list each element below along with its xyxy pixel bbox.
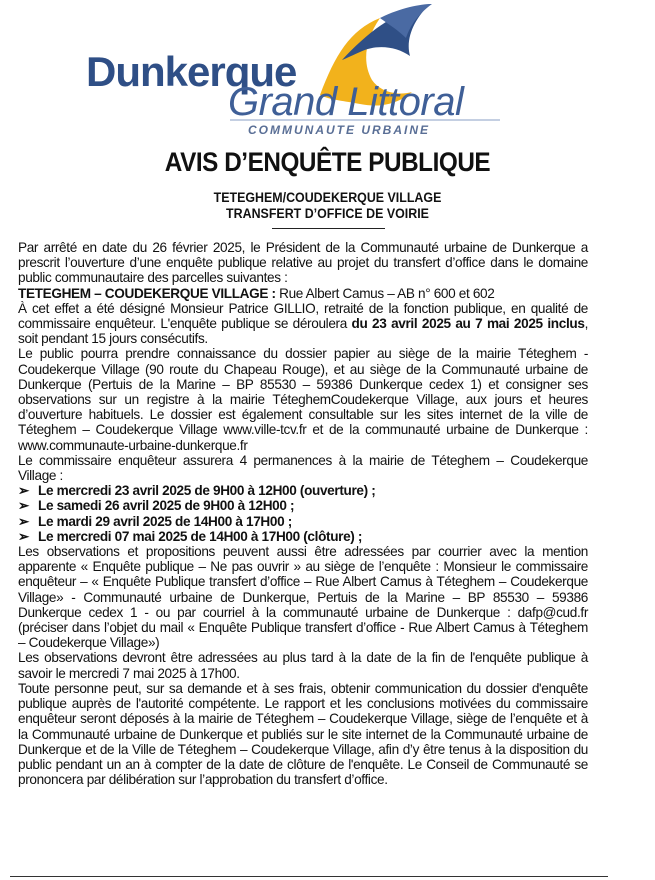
logo-word-communaute: COMMUNAUTE URBAINE (248, 123, 430, 137)
permanence-3: Le mardi 29 avril 2025 de 14H00 à 17H00 ; (38, 513, 292, 529)
commissaire-text: À cet effet a été désigné Monsieur Patrice GILLIO, retraité de la fonction publique, en qualité de commissaire enquêteur. L'enquête publique se déroulera (18, 300, 588, 332)
title-divider (272, 228, 385, 229)
paragraph-deadline: Les observations devront être adressées au plus tard à la date de la fin de l'enquête publique à savoir le mercredi 7 mai 2025 à 17h00. (18, 650, 588, 681)
page-title: AVIS D’ENQUÊTE PUBLIQUE (164, 147, 491, 177)
enquete-dates: du 23 avril 2025 au 7 mai 2025 inclus (351, 316, 585, 332)
paragraph-consultation: Le public pourra prendre connaissance du dossier papier au siège de la mairie Téteghem - Coudekerque Village (90 route du Chapeau Rouge), et au siège de la Communauté urbaine de Dunkerque (Pertuis de la Marine – BP 85530 – 59386 Dunkerque cedex 1) et consigner ses observations sur un registre à la mairie TéteghemCoudekerque Village, aux jours et heures d’ouverture habituels. Le dossier est également consultable sur les sites internet de la ville de Téteghem – Coudekerque Village www.ville-tcv.fr et de la communauté urbaine de Dunkerque : www.communaute-urbaine-dunkerque.fr (18, 346, 588, 453)
list-item (18, 483, 588, 498)
permanence-2: Le samedi 26 avril 2025 de 9H00 à 12H00 ; (38, 498, 295, 514)
permanence-1: Le mercredi 23 avril 2025 de 9H00 à 12H00 (ouverture) ; (38, 483, 376, 499)
arrow-bullet-icon: ➢ (18, 483, 30, 499)
logo-word-dunkerque: Dunkerque (86, 48, 297, 95)
parcels-reference: Rue Albert Camus – AB n° 600 et 602 (275, 285, 495, 301)
arrow-bullet-icon: ➢ (18, 498, 30, 514)
paragraph-commissaire (18, 301, 588, 347)
notice-body (18, 240, 588, 787)
paragraph-parcels (18, 286, 588, 301)
permanence-4: Le mercredi 07 mai 2025 de 14H00 à 17H00 (clôture) ; (38, 528, 363, 544)
arrow-bullet-icon: ➢ (18, 528, 30, 544)
paragraph-permanences: Le commissaire enquêteur assurera 4 permanences à la mairie de Téteghem – Coudekerque Village : (18, 452, 588, 484)
subtitle-line-1: TETEGHEM/COUDEKERQUE VILLAGE (213, 190, 442, 205)
arrow-bullet-icon: ➢ (18, 513, 30, 529)
parcels-location: TETEGHEM – COUDEKERQUE VILLAGE : (18, 285, 276, 301)
paragraph-communication: Toute personne peut, sur sa demande et à ses frais, obtenir communication du dossier d'enquête publique auprès de l'autorité compétente. Le rapport et les conclusions motivées du commissaire enquêteur seront déposés à la mairie de Téteghem – Coudekerque Village, siège de l’enquête et à la Communauté urbaine de Dunkerque et publiés sur le site internet de la Communauté urbaine de Dunkerque et de la Ville de Téteghem – Coudekerque Village, afin d’y être tenus à la disposition du public pendant un an à compter de la date de clôture de l'enquête. Le Conseil de Communauté se prononcera par délibération sur l’approbation du transfert d’office. (18, 680, 588, 788)
list-item (18, 498, 588, 513)
list-item (18, 529, 588, 544)
logo (80, 0, 520, 140)
enquete-duration: , soit pendant 15 jours consécutifs. (18, 316, 588, 347)
bottom-divider (10, 876, 608, 877)
subtitle-line-2: TRANSFERT D’OFFICE DE VOIRIE (226, 206, 429, 221)
paragraph-arrete: Par arrêté en date du 26 février 2025, le Président de la Communauté urbaine de Dunkerque a prescrit l’ouverture d’une enquête publique relative au projet du transfert d’office dans le domaine public communautaire des parcelles suivantes : (18, 240, 588, 286)
list-item (18, 514, 588, 529)
logo-word-grand-littoral: Grand Littoral (228, 80, 464, 124)
paragraph-observations: Les observations et propositions peuvent aussi être adressées par courrier avec la mention apparente « Enquête publique – Ne pas ouvrir » au siège de l’enquête : Monsieur le commissaire enquêteur – « Enquête Publique transfert d’office – Rue Albert Camus à Téteghem – Coudekerque Village» - Communauté urbaine de Dunkerque, Pertuis de la Marine – BP 85530 – 59386 Dunkerque cedex 1 - ou par courriel à la communauté urbaine de Dunkerque : dafp@cud.fr (préciser dans l’objet du mail « Enquête Publique transfert d’office - Rue Albert Camus à Téteghem – Coudekerque Village») (18, 544, 588, 651)
